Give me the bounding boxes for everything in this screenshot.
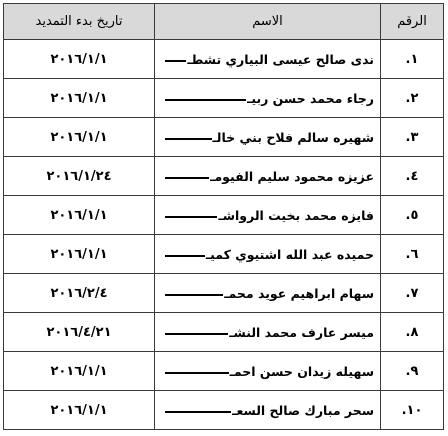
row-date: ٢٠١٦/١/١ bbox=[4, 352, 155, 391]
row-name bbox=[155, 157, 381, 196]
row-date: ٢٠١٦/٢/٤ bbox=[4, 274, 155, 313]
name-underline bbox=[165, 333, 228, 335]
row-number: ٦. bbox=[381, 235, 444, 274]
table-header bbox=[4, 4, 444, 40]
name-underline bbox=[165, 216, 217, 218]
header-row bbox=[4, 4, 444, 40]
name-text: سحر مبارك صالح السعـ bbox=[232, 402, 374, 418]
row-name bbox=[155, 352, 381, 391]
header-start-date: تاريخ بدء التمديد bbox=[4, 4, 155, 40]
name-text: شهيره سالم فلاح بني خالـ bbox=[212, 129, 374, 145]
row-date: ٢٠١٦/٤/٢١ bbox=[4, 313, 155, 352]
header-name: الاسم bbox=[155, 4, 381, 40]
table-body bbox=[4, 40, 444, 430]
row-number: ٥. bbox=[381, 196, 444, 235]
name-underline bbox=[165, 177, 209, 179]
header-number: الرقم bbox=[381, 4, 444, 40]
name-text: حميده عبد الله اشتيوي كميـ bbox=[205, 246, 374, 262]
name-underline bbox=[165, 411, 231, 413]
table-row bbox=[4, 40, 444, 79]
row-number: ٧. bbox=[381, 274, 444, 313]
name-underline bbox=[165, 99, 246, 101]
row-number: ١. bbox=[381, 40, 444, 79]
name-text: سهيله زيدان حسن احمـ bbox=[229, 363, 374, 379]
row-name bbox=[155, 79, 381, 118]
row-number: ٢. bbox=[381, 79, 444, 118]
row-date: ٢٠١٦/١/٢٤ bbox=[4, 157, 155, 196]
table-row bbox=[4, 118, 444, 157]
row-name bbox=[155, 313, 381, 352]
table-row bbox=[4, 274, 444, 313]
name-text: رجاء محمد حسن ربيـ bbox=[247, 90, 374, 106]
table-row bbox=[4, 352, 444, 391]
row-date: ٢٠١٦/١/١ bbox=[4, 391, 155, 430]
table-row bbox=[4, 157, 444, 196]
name-text: فايزه محمد بخيت الرواشـ bbox=[218, 207, 374, 223]
name-text: ندى صالح عيسى البياري تشطـ bbox=[187, 51, 374, 67]
table-row bbox=[4, 235, 444, 274]
row-number: ٣. bbox=[381, 118, 444, 157]
name-underline bbox=[165, 60, 186, 62]
table-row bbox=[4, 196, 444, 235]
table-row bbox=[4, 79, 444, 118]
row-date: ٢٠١٦/١/١ bbox=[4, 235, 155, 274]
row-name bbox=[155, 274, 381, 313]
row-date: ٢٠١٦/١/١ bbox=[4, 40, 155, 79]
extension-roster-table bbox=[3, 3, 444, 430]
name-underline bbox=[165, 372, 229, 374]
row-date: ٢٠١٦/١/١ bbox=[4, 79, 155, 118]
name-underline bbox=[165, 138, 212, 140]
name-text: سهام ابراهيم عويد محمـ bbox=[224, 285, 374, 301]
row-number: ١٠. bbox=[381, 391, 444, 430]
row-name bbox=[155, 391, 381, 430]
name-underline bbox=[165, 255, 205, 257]
row-name bbox=[155, 235, 381, 274]
name-text: ميسر عارف محمد النشـ bbox=[229, 324, 374, 340]
row-number: ٤. bbox=[381, 157, 444, 196]
table-row bbox=[4, 391, 444, 430]
row-date: ٢٠١٦/١/١ bbox=[4, 118, 155, 157]
row-name bbox=[155, 118, 381, 157]
table-row bbox=[4, 313, 444, 352]
row-number: ٨. bbox=[381, 313, 444, 352]
row-name bbox=[155, 196, 381, 235]
name-text: عزيزه محمود سليم الفيومـ bbox=[210, 168, 374, 184]
name-underline bbox=[165, 294, 223, 296]
row-number: ٩. bbox=[381, 352, 444, 391]
row-date: ٢٠١٦/١/١ bbox=[4, 196, 155, 235]
row-name bbox=[155, 40, 381, 79]
